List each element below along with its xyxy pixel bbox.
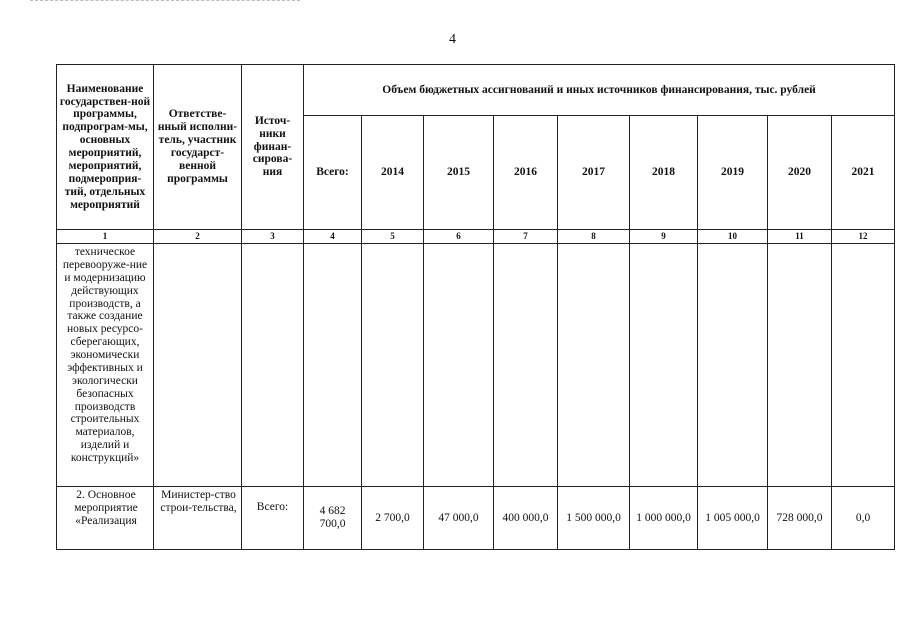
empty-cell bbox=[832, 244, 895, 487]
header-year-2019: 2019 bbox=[698, 116, 768, 230]
header-name: Наименование государствен-ной программы, подпрограм-мы, основных мероприятий, мероприятий, подмероприя-тий, отдельных мероприятий bbox=[57, 65, 154, 230]
header-year-2014: 2014 bbox=[362, 116, 424, 230]
value-2015: 47 000,0 bbox=[424, 487, 494, 550]
top-edge-artifact bbox=[30, 0, 300, 1]
column-number: 3 bbox=[242, 230, 304, 244]
activity-source: Всего: bbox=[242, 487, 304, 550]
main-activity-row bbox=[57, 487, 895, 550]
page-number: 4 bbox=[449, 32, 456, 47]
activity-responsible: Министер-ство строи-тельства, bbox=[154, 487, 242, 550]
column-number: 5 bbox=[362, 230, 424, 244]
activity-name: 2. Основное мероприятие «Реализация bbox=[57, 487, 154, 550]
column-number: 9 bbox=[630, 230, 698, 244]
header-year-2016: 2016 bbox=[494, 116, 558, 230]
empty-cell bbox=[494, 244, 558, 487]
value-2014: 2 700,0 bbox=[362, 487, 424, 550]
continuation-text: техническое перевооруже-ние и модернизацию действующих производств, а также создание новых ресурсо-сберегающих, экономически эффективных и экологически безопасных производств строительных материалов, изделий и конструкций» bbox=[57, 244, 154, 487]
empty-cell bbox=[362, 244, 424, 487]
empty-cell bbox=[424, 244, 494, 487]
header-year-2018: 2018 bbox=[630, 116, 698, 230]
header-budget: Объем бюджетных ассигнований и иных источников финансирования, тыс. рублей bbox=[304, 65, 895, 116]
column-number: 6 bbox=[424, 230, 494, 244]
empty-cell bbox=[304, 244, 362, 487]
header-year-2021: 2021 bbox=[832, 116, 895, 230]
empty-cell bbox=[558, 244, 630, 487]
empty-cell bbox=[630, 244, 698, 487]
empty-cell bbox=[768, 244, 832, 487]
value-2016: 400 000,0 bbox=[494, 487, 558, 550]
column-number: 8 bbox=[558, 230, 630, 244]
empty-cell bbox=[698, 244, 768, 487]
continuation-row bbox=[57, 244, 895, 487]
value-2019: 1 005 000,0 bbox=[698, 487, 768, 550]
value-2021: 0,0 bbox=[832, 487, 895, 550]
value-total: 4 682 700,0 bbox=[304, 487, 362, 550]
header-year-2020: 2020 bbox=[768, 116, 832, 230]
column-number: 1 bbox=[57, 230, 154, 244]
column-number: 7 bbox=[494, 230, 558, 244]
column-number: 4 bbox=[304, 230, 362, 244]
header-year-2015: 2015 bbox=[424, 116, 494, 230]
empty-cell bbox=[154, 244, 242, 487]
column-number: 2 bbox=[154, 230, 242, 244]
header-total: Всего: bbox=[304, 116, 362, 230]
empty-cell bbox=[242, 244, 304, 487]
value-2017: 1 500 000,0 bbox=[558, 487, 630, 550]
column-number-row bbox=[57, 230, 895, 244]
column-number: 10 bbox=[698, 230, 768, 244]
header-row-top bbox=[57, 65, 895, 116]
value-2020: 728 000,0 bbox=[768, 487, 832, 550]
header-year-2017: 2017 bbox=[558, 116, 630, 230]
column-number: 11 bbox=[768, 230, 832, 244]
header-responsible: Ответстве-нный исполни-тель, участник государст-венной программы bbox=[154, 65, 242, 230]
column-number: 12 bbox=[832, 230, 895, 244]
header-source: Источ-ники финан-сирова-ния bbox=[242, 65, 304, 230]
value-2018: 1 000 000,0 bbox=[630, 487, 698, 550]
financing-table bbox=[56, 64, 895, 550]
